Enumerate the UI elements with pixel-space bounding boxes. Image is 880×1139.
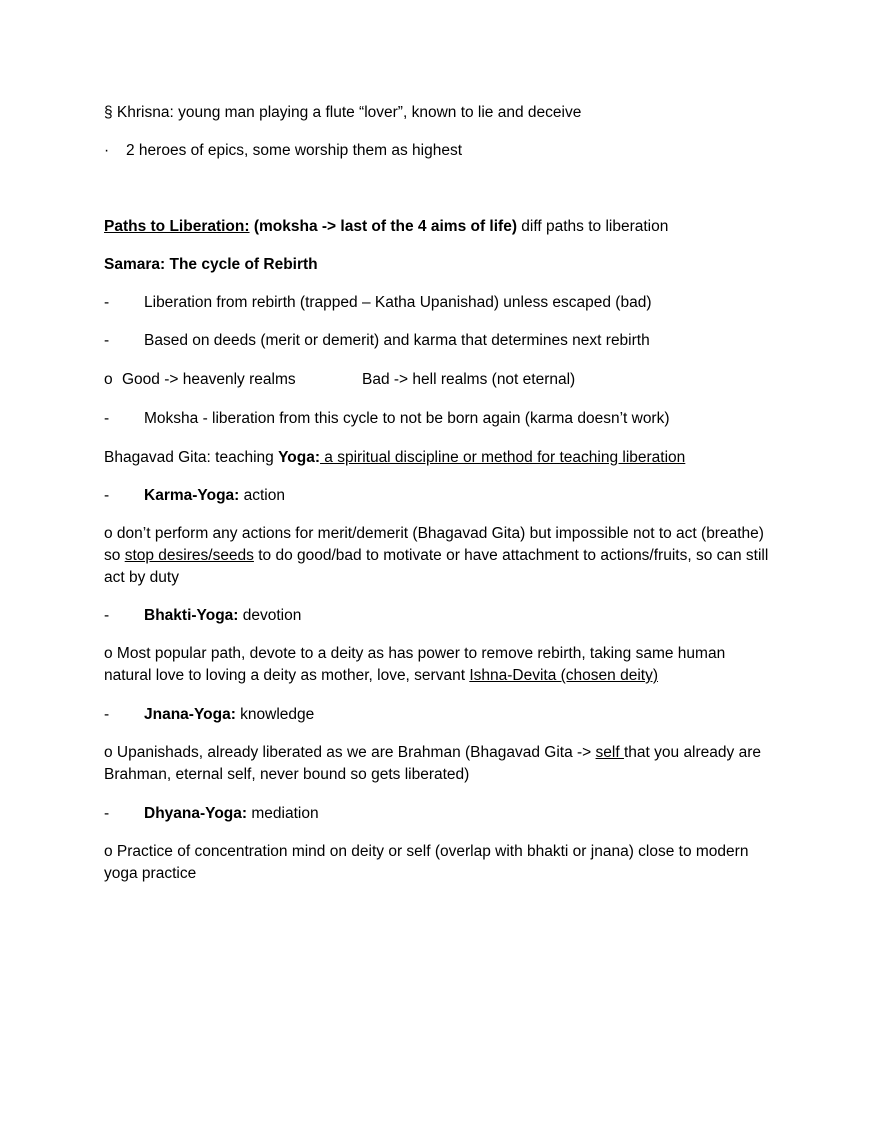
- dhyana-desc: mediation: [247, 805, 319, 822]
- karma-note-a: o don’t perform any actions for merit/demerit (Bhagavad Gita) but impossible not to act (breathe) so: [104, 525, 764, 564]
- bhakti-heading: [144, 605, 301, 627]
- karma-note-b: to do good/bad to motivate or have attachment to actions/fruits, so can still act by duty: [104, 547, 769, 586]
- dhyana-heading: [144, 803, 319, 825]
- gita-yoga: Yoga:: [278, 449, 320, 466]
- bullet-marker: ·: [104, 142, 110, 159]
- moksha-text: Moksha - liberation from this cycle to not be born again (karma doesn’t work): [144, 410, 670, 427]
- gita-definition: a spiritual discipline or method for teaching liberation: [319, 449, 686, 466]
- paths-rest: diff paths to liberation: [516, 218, 669, 235]
- jnana-note-underlined: self: [595, 744, 624, 761]
- samara-heading: Samara: The cycle of Rebirth: [104, 256, 318, 273]
- paths-heading-line: [104, 216, 668, 238]
- dash-marker: -: [104, 607, 110, 624]
- dash-marker: -: [104, 410, 110, 427]
- paths-moksha: (moksha -> last of the 4 aims of life): [249, 218, 517, 235]
- jnana-desc: knowledge: [235, 706, 315, 723]
- bhakti-desc: devotion: [238, 607, 302, 624]
- karma-name: Karma-Yoga:: [144, 487, 240, 504]
- karma-heading: [144, 485, 285, 507]
- bhakti-note-a: o Most popular path, devote to a deity as has power to remove rebirth, taking same human natural love to loving a deity as mother, love, servant: [104, 645, 726, 684]
- dash-marker: -: [104, 294, 110, 311]
- gita-prefix: Bhagavad Gita: teaching: [104, 449, 279, 466]
- heroes-line: [104, 140, 463, 162]
- bhakti-note: [104, 643, 764, 687]
- karma-note-underlined: stop desires/seeds: [124, 547, 254, 564]
- dash-marker: -: [104, 332, 110, 349]
- good-realms: Good -> heavenly realms: [122, 371, 296, 388]
- paths-heading: Paths to Liberation:: [104, 218, 250, 235]
- dhyana-note: o Practice of concentration mind on deity or self (overlap with bhakti or jnana) close to modern yoga practice: [104, 843, 749, 882]
- deeds-text: Based on deeds (merit or demerit) and karma that determines next rebirth: [144, 332, 650, 349]
- bhakti-note-underlined: Ishna-Devita (chosen deity): [469, 667, 658, 684]
- liberation-text: Liberation from rebirth (trapped – Katha Upanishad) unless escaped (bad): [144, 294, 652, 311]
- gita-line: [104, 447, 685, 469]
- dhyana-name: Dhyana-Yoga:: [144, 805, 248, 822]
- krishna-line: § Khrisna: young man playing a flute “lover”, known to lie and deceive: [104, 104, 582, 121]
- jnana-heading: [144, 704, 314, 726]
- bhakti-name: Bhakti-Yoga:: [144, 607, 239, 624]
- jnana-name: Jnana-Yoga:: [144, 706, 236, 723]
- karma-desc: action: [239, 487, 285, 504]
- dash-marker: -: [104, 706, 110, 723]
- realms-line: [104, 369, 576, 391]
- heroes-text: 2 heroes of epics, some worship them as highest: [126, 142, 463, 159]
- bad-realms: Bad -> hell realms (not eternal): [362, 371, 576, 388]
- dash-marker: -: [104, 487, 110, 504]
- jnana-note-b: that you already are Brahman, eternal self, never bound so gets liberated): [104, 744, 761, 783]
- circle-marker: o: [104, 371, 113, 388]
- dash-marker: -: [104, 805, 110, 822]
- karma-note: [104, 523, 780, 589]
- jnana-note: [104, 742, 764, 786]
- jnana-note-a: o Upanishads, already liberated as we are Brahman (Bhagavad Gita ->: [104, 744, 596, 761]
